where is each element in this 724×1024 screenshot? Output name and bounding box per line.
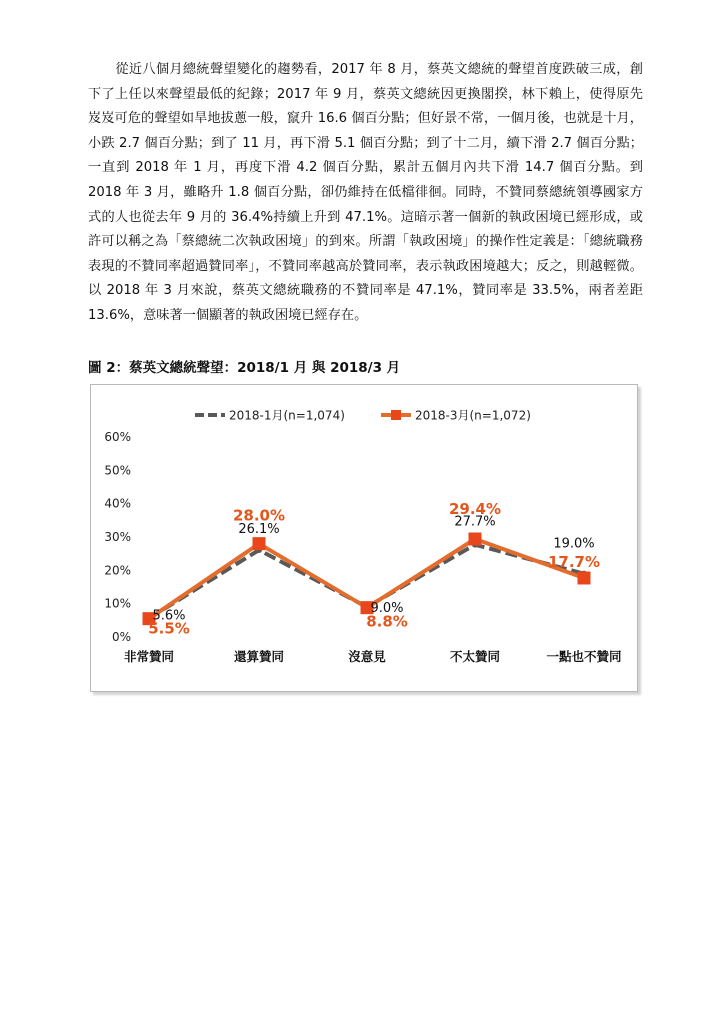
y-tick-label: 0% — [111, 630, 131, 644]
x-category-label: 不太贊同 — [449, 649, 501, 664]
x-axis — [124, 649, 622, 664]
point-2018-03 — [469, 533, 482, 546]
data-label-2018-03: 28.0% — [232, 506, 286, 525]
y-tick-label: 20% — [104, 563, 131, 578]
chart-series — [143, 533, 591, 626]
data-label-2018-03: 8.8% — [366, 612, 408, 631]
data-label-2018-03: 17.7% — [547, 553, 601, 571]
y-tick-label: 60% — [104, 430, 131, 444]
y-tick-label: 50% — [104, 463, 131, 478]
y-tick-label: 10% — [104, 596, 131, 611]
legend-label-2018-01: 2018-1月(n=1,074) — [229, 408, 345, 423]
legend-marker-2018-03 — [391, 410, 401, 420]
figure-caption: 圖 2：蔡英文總統聲望：2018/1 月 與 2018/3 月 — [88, 360, 401, 376]
chart-frame — [90, 384, 638, 692]
y-tick-label: 30% — [104, 530, 131, 544]
data-label-2018-03: 5.5% — [148, 619, 190, 638]
legend-label-2018-03: 2018-3月(n=1,072) — [415, 408, 531, 423]
x-category-label: 非常贊同 — [123, 649, 175, 664]
data-label-2018-01: 5.6% — [152, 608, 186, 624]
data-label-2018-01: 27.7% — [454, 514, 496, 530]
y-axis — [104, 430, 131, 644]
paragraph-text: 從近八個月總統聲望變化的趨勢看，2017 年 8 月，蔡英文總統的聲望首度跌破三成，創下了上任以來聲望最低的紀錄；2017 年 9 月，蔡英文總統因更換閣揆，林下賴上，使得原先岌岌可危的聲望如旱地拔蔥一般，竄升 16.6 個百分點；但好景不常，一個月後，也就是十月，小跌 2.7 個百分點；到了 11 月，再下滑 5.1 個百分點；到了十二月，續下滑 2.7 個百分點；一直到 2018 年 1 月，再度下滑 4.2 個百分點，累計五個月內共下滑 14.7 個百分點。到 2018 年 3 月，雖略升 1.8 個百分點，卻仍維持在低檔徘徊。同時，不贊同蔡總統領導國家方式的人也從去年 9 月的 36.4%持續上升到 47.1%。這暗示著一個新的執政困境已經形成，或許可以稱之為「蔡總統二次執政困境」的到來。所謂「執政困境」的操作性定義是：「總統職務表現的不贊同率超過贊同率」，不贊同率越高於贊同率，表示執政困境越大；反之，則越輕微。以 2018 年 3 月來說，蔡英文總統職務的不贊同率是 47.1%，贊同率是 33.5%，兩者差距 13.6%，意味著一個顯著的執政困境已經存在。 — [88, 62, 643, 323]
y-tick-label: 40% — [104, 496, 131, 511]
point-2018-03 — [578, 572, 591, 585]
chart-legend — [195, 409, 531, 423]
body-paragraph — [88, 58, 643, 329]
point-2018-03 — [253, 537, 266, 550]
line-chart — [91, 385, 637, 691]
data-label-2018-03: 29.4% — [448, 500, 502, 518]
data-label-2018-01: 9.0% — [370, 601, 404, 616]
data-labels — [148, 500, 600, 638]
data-label-2018-01: 26.1% — [238, 522, 280, 537]
x-category-label: 還算贊同 — [233, 649, 285, 664]
x-category-label: 一點也不贊同 — [546, 649, 622, 664]
x-category-label: 沒意見 — [348, 649, 386, 664]
data-label-2018-01: 19.0% — [553, 536, 595, 552]
